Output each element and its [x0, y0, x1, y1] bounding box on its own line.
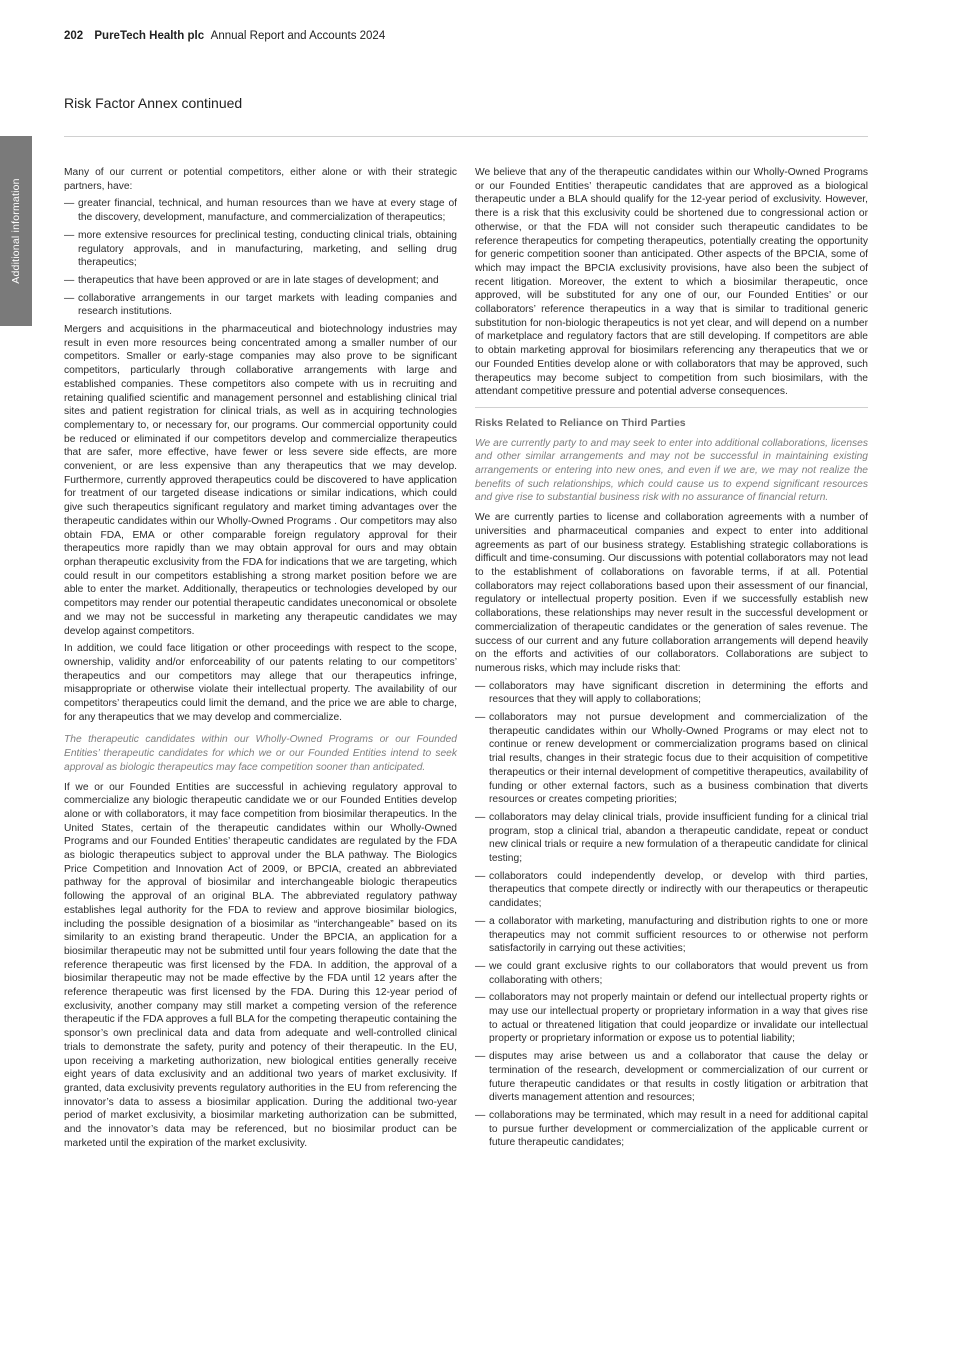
- exclusivity-paragraph: We believe that any of the therapeutic candidates within our Wholly-Owned Programs or our Founded Entities’ therapeutic candidates that are approved as a biological therapeutic under a BLA should qualify for the 12-year period of exclusivity. However, there is a risk that this exclusivity could be shortened due to congressional action or otherwise, or that the FDA will not consider such therapeutic candidates to be reference therapeutics for competing therapeutics, potentially creating the opportunity for generic competition sooner than anticipated. Other aspects of the BPCIA, some of which may impact the BPCIA exclusivity provisions, have also been the subject of recent litigation. Moreover, the extent to which a biosimilar therapeutic, once approved, will be substituted for any one of our, our Founded Entities’ or our collaborators’ reference therapeutics in a way that is similar to traditional generic substitution for non-biologic therapeutics is not yet clear, and will depend on a number of marketplace and regulatory factors that are still developing. If competitors are able to obtain marketing approval for biosimilars referencing any therapeutics that we or our Founded Entities develop alone or with collaborators that may be approved, such therapeutics may become subject to competition from such biosimilars, with the attendant competitive pressure and potential adverse consequences.: [475, 167, 868, 398]
- right-column: [475, 166, 868, 1154]
- list-item: — a collaborator with marketing, manufacturing and distribution rights to one or more therapeutics may not commit sufficient resources to or otherwise not perform satisfactorily in carrying out these activities;: [475, 915, 868, 956]
- list-item: — collaborators may delay clinical trials, provide insufficient funding for a clinical trial program, stop a clinical trial, abandon a therapeutic candidate, repeat or conduct new clinical trials or require a new formulation of a therapeutic candidate for clinical testing;: [475, 811, 868, 866]
- header-divider: [64, 136, 868, 137]
- list-item: — disputes may arise between us and a collaborator that cause the delay or termination of the research, development or commercialization of our current or future therapeutic candidates or that results in costly litigation or arbitration that diverts management attention and resources;: [475, 1050, 868, 1105]
- list-item: — collaborators may not properly maintain or defend our intellectual property rights or may use our intellectual property or proprietary information in a way that gives rise to actual or threatened litigation that could jeopardize or invalidate our intellectual property or proprietary information or expose us to potential liability;: [475, 991, 868, 1046]
- list-item: — collaborations may be terminated, which may result in a need for additional capital to pursue further development or commercialization of the applicable current or future therapeutic candidates;: [475, 1109, 868, 1150]
- list-item: — therapeutics that have been approved or are in late stages of development; and: [64, 274, 457, 288]
- biosimilar-risk-heading: The therapeutic candidates within our Wholly-Owned Programs or our Founded Entities’ therapeutic candidates for which we or our Founded Entities intend to seek approval as biologic therapeutics may face competition sooner than anticipated.: [64, 734, 457, 773]
- company-name: PureTech Health plc: [94, 30, 205, 42]
- mergers-paragraph: Mergers and acquisitions in the pharmaceutical and biotechnology industries may result in even more resources being concentrated among a smaller number of our competitors. Smaller or early-stage companies may also prove to be significant competitors, particularly through collaborative arrangements with large and established companies. These competitors also compete with us in recruiting and retaining qualified scientific and management personnel and establishing clinical trial sites and patient registration for clinical trials, as well as in acquiring technologies complementary to, or necessary for, our programs. Our commercial opportunity could be reduced or eliminated if our competitors develop and commercialize therapeutics that are safer, more effective, have fewer or less severe side effects, are more convenient, or are less expensive than any therapeutics that we may develop. Furthermore, currently approved therapeutics could be discovered to have application for treatment of our targeted disease indications or similar indications, which could give such therapeutics significant regulatory and market timing advantages over the therapeutic candidates within our Wholly-Owned Programs . Our competitors may also obtain FDA, EMA or other comparable foreign regulatory approval for their therapeutics more rapidly than we may obtain approval for ours and may obtain orphan therapeutic exclusivity from the FDA for indications that we are targeting, which could result in our competitors establishing a strong market position before we are able to enter the market. Additionally, therapeutics or technologies developed by our competitors may render our potential therapeutic candidates uneconomical or obsolete and we may not be successful in marketing any therapeutic candidates we may develop against competitors.: [64, 324, 457, 637]
- list-item: — we could grant exclusive rights to our collaborators that would prevent us from collaborating with others;: [475, 960, 868, 987]
- side-tab-label: Additional information: [10, 178, 22, 284]
- biosimilar-paragraph: If we or our Founded Entities are successful in achieving regulatory approval to commercialize any biologic therapeutic candidate we or our Founded Entities develop alone or with collaborators, it may face competition from biosimilar therapeutics. In the United States, certain of the therapeutic candidates within our Wholly-Owned Programs and our Founded Entities’ therapeutic candidates are regulated by the FDA as biologic therapeutics subject to approval under the BLA pathway. The Biologics Price Competition and Innovation Act of 2009, or BPCIA, created an abbreviated pathway for the approval of biosimilar and interchangeable biologic therapeutics following the approval of an original BLA. The abbreviated regulatory pathway establishes legal authority for the FDA to review and approve biosimilar biologics, including the possible designation of a biosimilar as “interchangeable” based on its similarity to an existing brand therapeutic. Under the BPCIA, an application for a biosimilar therapeutic may not be submitted until four years following the date that the reference therapeutic was first licensed by the FDA. In addition, the approval of a biosimilar therapeutic may not be made effective by the FDA until 12 years after the reference therapeutic was first licensed by the FDA. During this 12-year period of exclusivity, another company may still market a competing version of the reference therapeutic if the FDA approves a full BLA for the competing therapeutic containing the sponsor’s own preclinical data and data from adequate and well-controlled clinical trials to demonstrate the safety, purity and potency of their therapeutic. In the EU, upon receiving a marketing authorization, new biological entities generally receive eight years of data exclusivity and an additional two years of market exclusivity. If granted, data exclusivity prevents regulatory authorities in the EU from referencing the innovator’s data to assess a biosimilar application. During the additional two-year period of market exclusivity, a biosimilar marketing authorization can be submitted, and the innovator’s data may be referenced, but no biosimilar product can be marketed until the expiration of the market exclusivity.: [64, 781, 457, 1149]
- third-parties-subheading: Risks Related to Reliance on Third Parties: [475, 416, 686, 429]
- list-item: — collaborators may not pursue development and commercialization of the therapeutic candidates within our Wholly-Owned Programs or may elect not to continue or renew development or commercialization programs based on clinical trial results, changes in their strategic focus due to their acquisition of competitive therapeutics or their internal development of competitive therapeutics, availability of funding or other external factors, such as a business combination that diverts resources or creates competing priorities;: [475, 711, 868, 807]
- side-tab: [0, 136, 32, 326]
- list-item: — greater financial, technical, and human resources than we have at every stage of the discovery, development, manufacture, and commercialization of therapeutics;: [64, 197, 457, 224]
- section-title: Risk Factor Annex continued: [64, 95, 243, 111]
- report-title: Annual Report and Accounts 2024: [210, 30, 386, 42]
- page-header: [64, 30, 385, 42]
- list-item: — more extensive resources for preclinical testing, conducting clinical trials, obtaining regulatory approvals, and in manufacturing, marketing, and selling drug therapeutics;: [64, 229, 457, 270]
- litigation-paragraph: In addition, we could face litigation or other proceedings with respect to the scope, ownership, validity and/or enforceability of our patents relating to our competitors’ therapeutics and our competitors may allege that our therapeutics infringe, misappropriate or otherwise violate their intellectual property. The availability of our competitors’ therapeutics could limit the demand, and the price we are able to charge, for any therapeutics that we may develop and commercialize.: [64, 643, 457, 723]
- section-divider: [475, 407, 868, 408]
- list-item: — collaborative arrangements in our target markets with leading companies and research institutions.: [64, 292, 457, 319]
- left-column: [64, 166, 457, 1155]
- collaboration-risk-heading: We are currently party to and may seek to enter into additional collaborations, licenses and other similar arrangements and may not be successful in maintaining existing arrangements or entering into new ones, and even if we are, we may not realize the benefits of such relationships, which could cause us to expend significant resources and give rise to substantial business risk with no assurance of financial return.: [475, 437, 868, 504]
- page-number: 202: [64, 30, 84, 42]
- list-item: — collaborators may have significant discretion in determining the efforts and resources that they will apply to collaborations;: [475, 680, 868, 707]
- competitor-advantages-list: [64, 197, 457, 319]
- collaboration-risks-list: [475, 680, 868, 1151]
- list-item: — collaborators could independently develop, or develop with third parties, therapeutics that compete directly or indirectly with our therapeutics or therapeutic candidates;: [475, 870, 868, 911]
- collaboration-paragraph: We are currently parties to license and collaboration agreements with a number of universities and pharmaceutical companies and expect to enter into additional agreements as part of our business strategy. Establishing strategic collaborations is difficult and time-consuming. Our discussions with potential collaborators may not lead to the establishment of collaborations on favorable terms, if at all. Potential collaborators may reject collaborations based upon their assessment of our financial, regulatory or intellectual property position. Even if we successfully establish new collaborations, these relationships may never result in the successful development or commercialization of therapeutic candidates or the generation of sales revenue. The success of our current and any future collaboration arrangements will depend heavily on the efforts and activities of our collaborators. Collaborations are subject to numerous risks, which may include risks that:: [475, 512, 868, 674]
- competitors-intro: Many of our current or potential competitors, either alone or with their strategic partners, have:: [64, 167, 457, 192]
